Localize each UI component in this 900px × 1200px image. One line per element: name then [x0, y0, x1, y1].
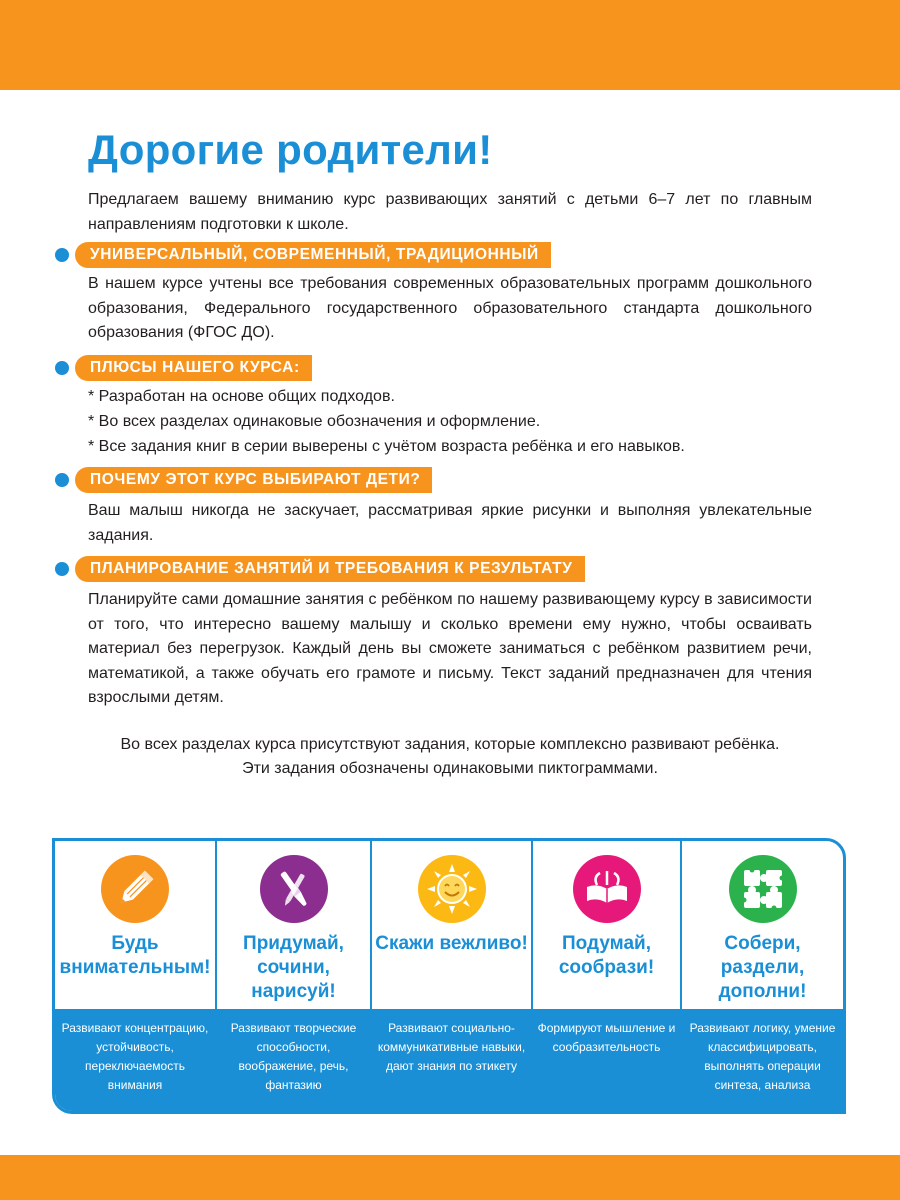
pictogram-label: Собери, раздели, дополни! — [718, 933, 807, 1002]
closing-line-1: Во всех разделах курса присутствуют задания, которые комплексно развивают ребёнка. — [120, 736, 780, 753]
pictogram-label: Будь внимательным! — [59, 933, 211, 978]
puzzle-icon — [729, 855, 797, 923]
pictogram-description: Развивают логику, умение классифицировать, выполнять операции синтеза, анализа — [682, 1009, 843, 1111]
section-heading-planning — [55, 556, 585, 582]
pictogram-table — [52, 838, 846, 1114]
bullet-dot-icon — [55, 248, 69, 262]
pluses-list — [88, 384, 812, 459]
pictogram-column-logic — [682, 841, 843, 1111]
pictogram-label: Скажи вежливо! — [375, 933, 528, 954]
pictogram-label: Придумай, сочини, нарисуй! — [243, 933, 344, 1002]
pictogram-label: Подумай, сообрази! — [558, 933, 655, 978]
bullet-dot-icon — [55, 361, 69, 375]
pictogram-description: Развивают концентрацию, устойчивость, переключаемость внимания — [55, 1009, 215, 1111]
list-item: * Разработан на основе общих подходов. — [88, 388, 395, 405]
book-icon — [573, 855, 641, 923]
section-heading-label: ПОЧЕМУ ЭТОТ КУРС ВЫБИРАЮТ ДЕТИ? — [75, 467, 432, 493]
section-heading-label: УНИВЕРСАЛЬНЫЙ, СОВРЕМЕННЫЙ, ТРАДИЦИОННЫЙ — [75, 242, 551, 268]
section-heading-label: ПЛАНИРОВАНИЕ ЗАНЯТИЙ И ТРЕБОВАНИЯ К РЕЗУЛЬТАТУ — [75, 556, 585, 582]
bullet-dot-icon — [55, 473, 69, 487]
intro-paragraph: Предлагаем вашему вниманию курс развивающих занятий с детьми 6–7 лет по главным направлениям подготовки к школе. — [88, 191, 812, 233]
section-heading-universal — [55, 242, 551, 268]
pictogram-description: Развивают социально-коммуникативные навыки, дают знания по этикету — [372, 1009, 531, 1111]
pictogram-column-thinking — [533, 841, 682, 1111]
section-heading-pluses — [55, 355, 312, 381]
section-heading-why — [55, 467, 432, 493]
pictogram-description: Развивают творческие способности, воображение, речь, фантазию — [217, 1009, 370, 1111]
top-orange-band — [0, 0, 900, 90]
why-paragraph: Ваш малыш никогда не заскучает, рассматривая яркие рисунки и выполняя увлекательные задания. — [88, 502, 812, 544]
pictogram-column-creativity — [217, 841, 372, 1111]
pictogram-column-politeness — [372, 841, 533, 1111]
universal-paragraph: В нашем курсе учтены все требования современных образовательных программ дошкольного образования, Федерального государственного образовательного стандарта дошкольного образования (ФГОС ДО). — [88, 275, 812, 341]
planning-paragraph: Планируйте сами домашние занятия с ребёнком по нашему развивающему курсу в зависимости от того, что интересно вашему малышу и сколько времени ему нужно, чтобы осваивать материал без перегрузок. Каждый день вы сможете заниматься с ребёнком развитием речи, математикой, а также обучать его грамоте и письму. Текст заданий предназначен для чтения взрослыми детям. — [88, 591, 812, 706]
list-item: * Все задания книг в серии выверены с учётом возраста ребёнка и его навыков. — [88, 438, 685, 455]
closing-line-2: Эти задания обозначены одинаковыми пиктограммами. — [242, 760, 658, 777]
pencil-icon — [101, 855, 169, 923]
pictogram-column-attention — [55, 841, 217, 1111]
page-title: Дорогие родители! — [88, 126, 493, 173]
sun-icon — [418, 855, 486, 923]
bottom-orange-band — [0, 1155, 900, 1200]
list-item: * Во всех разделах одинаковые обозначения и оформление. — [88, 413, 541, 430]
bullet-dot-icon — [55, 562, 69, 576]
brush-icon — [260, 855, 328, 923]
section-heading-label: ПЛЮСЫ НАШЕГО КУРСА: — [75, 355, 312, 381]
pictogram-description: Формируют мышление и сообразительность — [533, 1009, 680, 1111]
